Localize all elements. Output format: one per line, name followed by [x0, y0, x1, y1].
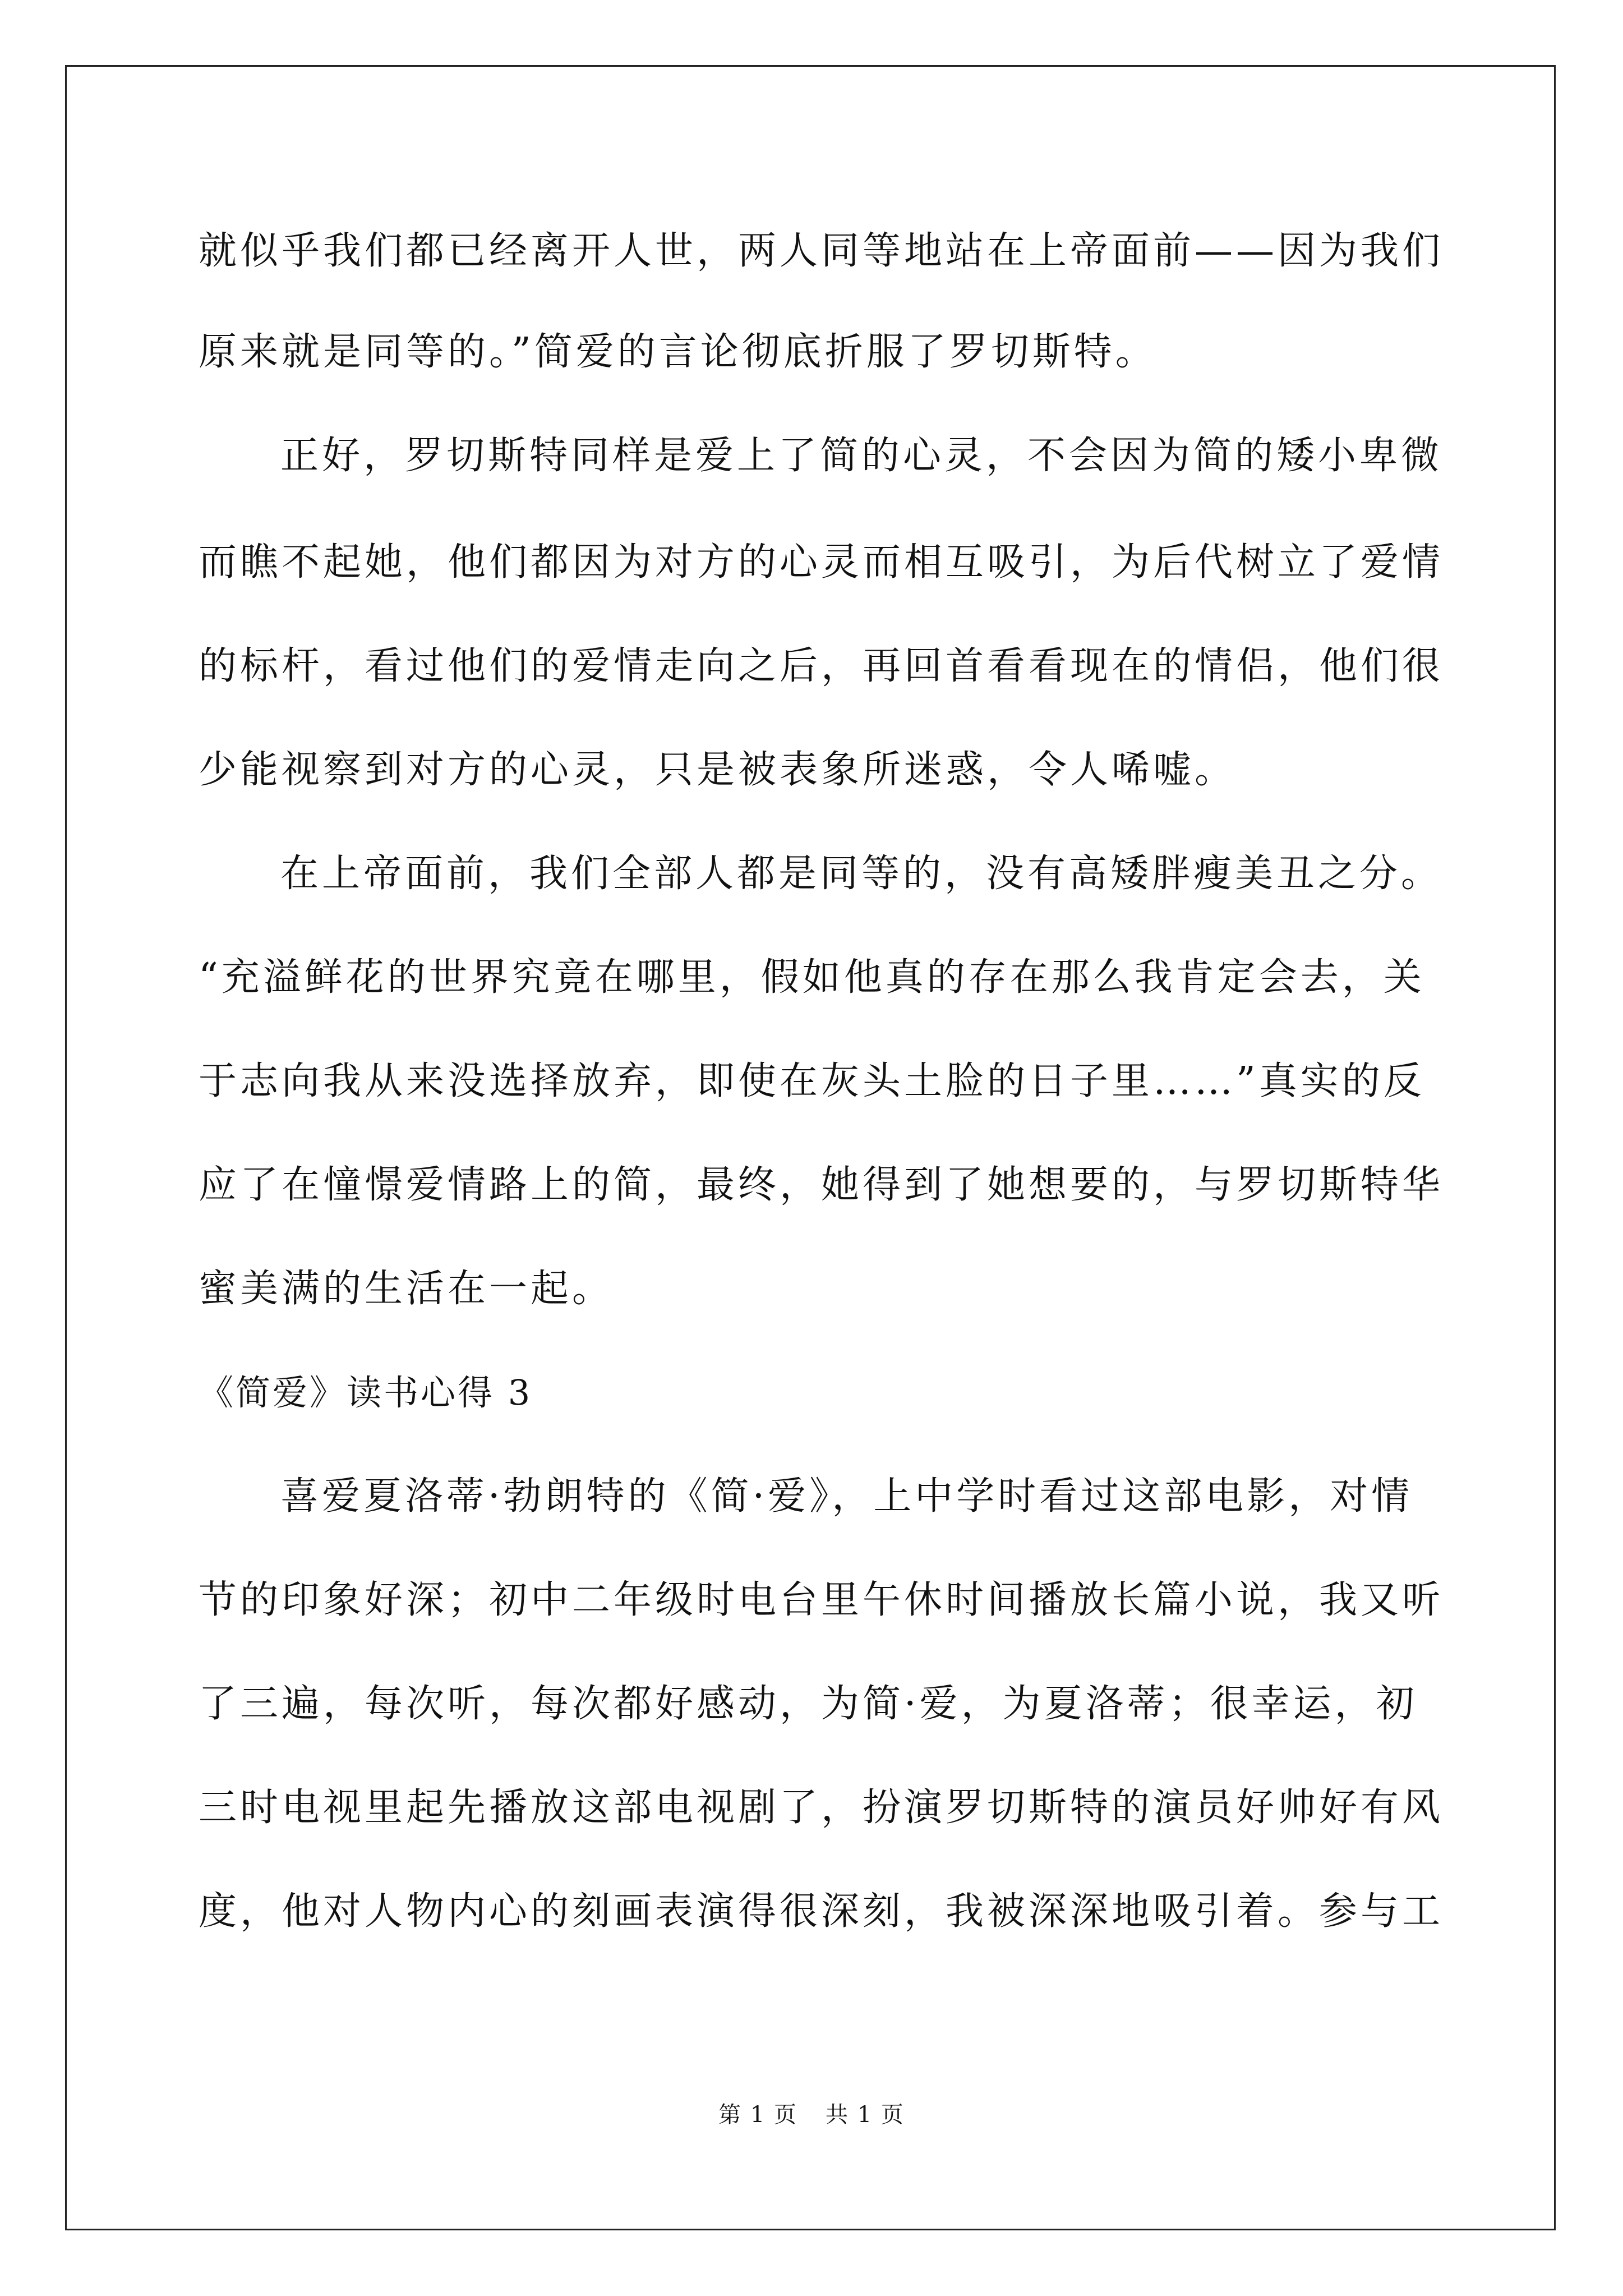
text-line: 而瞧不起她，他们都因为对方的心灵而相互吸引，为后代树立了爱情	[199, 540, 1444, 585]
page-number: 第 1 页	[718, 2102, 797, 2128]
paragraph-start: 正好，罗切斯特同样是爱上了简的心灵，不会因为简的矮小卑微	[280, 434, 1443, 478]
text-line: “充溢鲜花的世界究竟在哪里，假如他真的存在那么我肯定会去，关	[199, 955, 1425, 1000]
text-line: 原来就是同等的。”简爱的言论彻底折服了罗切斯特。	[199, 330, 1157, 374]
text-line: 三时电视里起先播放这部电视剧了，扮演罗切斯特的演员好帅好有风	[199, 1786, 1444, 1830]
page-footer	[0, 2101, 1623, 2129]
page-total: 共 1 页	[826, 2102, 905, 2128]
text-line: 了三遍，每次听，每次都好感动，为简·爱，为夏洛蒂；很幸运，初	[199, 1682, 1418, 1726]
paragraph-start: 喜爱夏洛蒂·勃朗特的《简·爱》，上中学时看过这部电影，对情	[280, 1474, 1413, 1519]
section-heading: 《简爱》读书心得 3	[199, 1372, 533, 1413]
text-line: 就似乎我们都已经离开人世，两人同等地站在上帝面前——因为我们	[199, 229, 1444, 273]
text-line: 应了在憧憬爱情路上的简，最终，她得到了她想要的，与罗切斯特华	[199, 1163, 1444, 1207]
text-line: 蜜美满的生活在一起。	[199, 1267, 614, 1311]
text-line: 度，他对人物内心的刻画表演得很深刻，我被深深地吸引着。参与工	[199, 1889, 1444, 1934]
text-line: 的标杆，看过他们的爱情走向之后，再回首看看现在的情侣，他们很	[199, 644, 1444, 688]
text-line: 少能视察到对方的心灵，只是被表象所迷惑，令人唏嘘。	[199, 748, 1237, 792]
text-line: 于志向我从来没选择放弃，即使在灰头土脸的日子里……”真实的反	[199, 1059, 1425, 1103]
text-line: 节的印象好深；初中二年级时电台里午休时间播放长篇小说，我又听	[199, 1578, 1444, 1622]
paragraph-start: 在上帝面前，我们全部人都是同等的，没有高矮胖瘦美丑之分。	[280, 852, 1443, 896]
